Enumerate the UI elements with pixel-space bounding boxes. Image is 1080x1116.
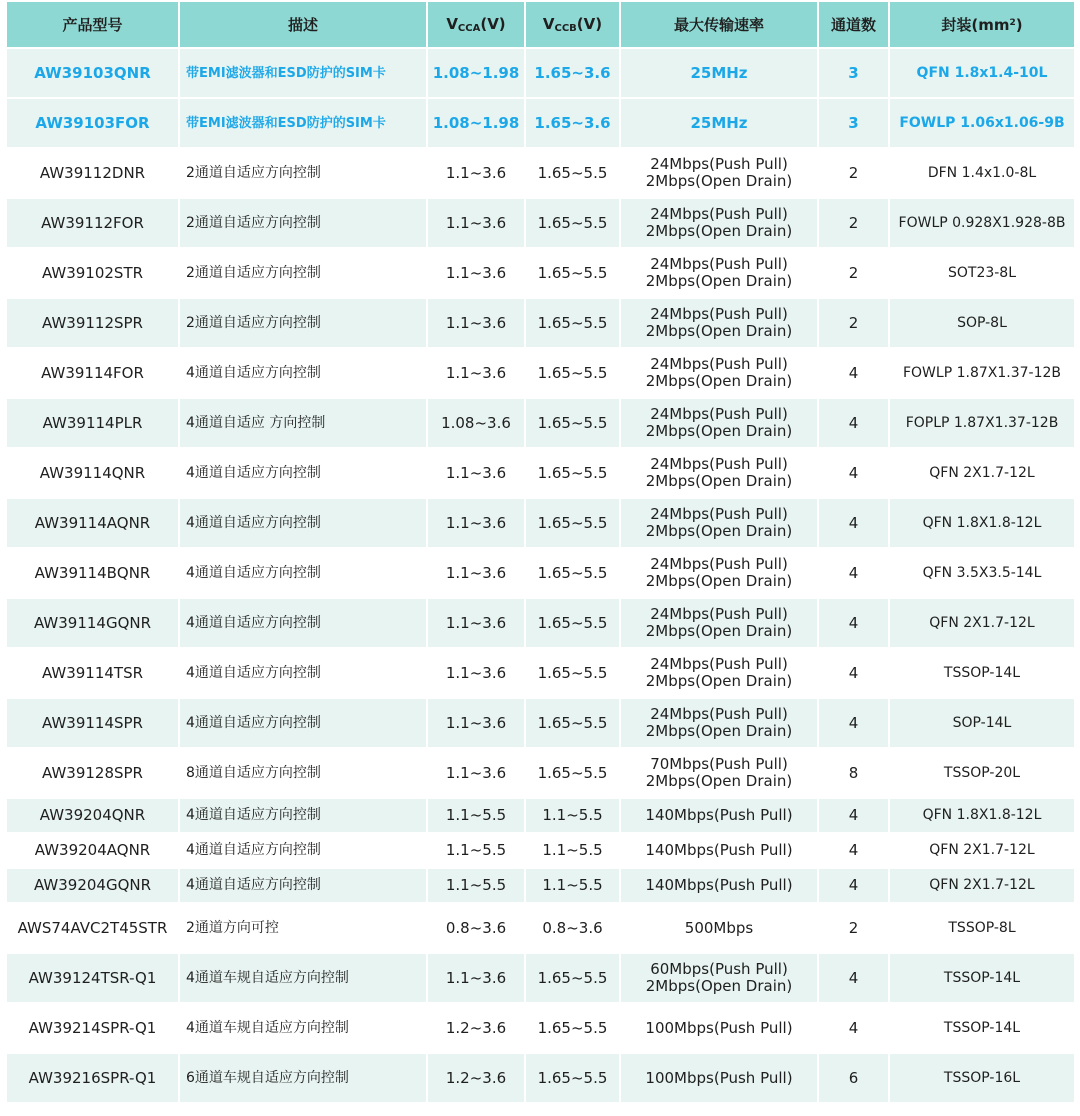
cell-package: TSSOP-14L [890,649,1074,697]
table-row [7,599,1074,647]
table-row [7,249,1074,297]
cell-vcca: 1.1~5.5 [428,869,524,902]
cell-model: AW39114TSR [7,649,178,697]
cell-channels: 3 [819,49,888,97]
cell-package: QFN 1.8x1.4-10L [890,49,1074,97]
cell-vccb: 1.1~5.5 [526,799,619,832]
cell-max-rate [621,399,817,447]
cell-vccb: 1.65~5.5 [526,749,619,797]
cell-vcca: 1.1~3.6 [428,299,524,347]
cell-description: 2通道自适应方向控制 [180,199,426,247]
rate-line-1: 140Mbps(Push Pull) [645,841,793,859]
header-vcca-sub: CCA [457,23,481,34]
cell-vcca: 1.08~1.98 [428,99,524,147]
table-row [7,99,1074,147]
header-vccb-unit: (V) [576,15,603,33]
rate-line-1: 500Mbps [684,918,754,937]
cell-max-rate [621,1004,817,1052]
rate-line-1: 24Mbps(Push Pull) [650,405,788,423]
cell-package: TSSOP-20L [890,749,1074,797]
cell-max-rate [621,599,817,647]
table-row [7,1054,1074,1102]
table-row [7,699,1074,747]
cell-description: 6通道车规自适应方向控制 [180,1054,426,1102]
cell-package: SOP-8L [890,299,1074,347]
table-row [7,199,1074,247]
cell-max-rate [621,749,817,797]
cell-model: AW39114QNR [7,449,178,497]
cell-model: AW39112SPR [7,299,178,347]
header-vcca-unit: (V) [480,15,506,33]
cell-package: QFN 3.5X3.5-14L [890,549,1074,597]
cell-description: 带EMI滤波器和ESD防护的SIM卡 [180,49,426,97]
cell-channels: 4 [819,1004,888,1052]
cell-package: SOP-14L [890,699,1074,747]
rate-line-1: 140Mbps(Push Pull) [645,806,793,824]
cell-package: QFN 2X1.7-12L [890,869,1074,902]
cell-description: 2通道方向可控 [180,904,426,952]
table-row [7,799,1074,832]
cell-package: TSSOP-16L [890,1054,1074,1102]
cell-vcca: 1.08~3.6 [428,399,524,447]
rate-line-2: 2Mbps(Open Drain) [645,772,793,790]
rate-line-2: 2Mbps(Open Drain) [645,672,793,690]
cell-channels: 4 [819,834,888,867]
cell-package: QFN 1.8X1.8-12L [890,799,1074,832]
rate-line-1: 24Mbps(Push Pull) [650,255,788,273]
table-row [7,649,1074,697]
cell-vccb: 1.65~5.5 [526,599,619,647]
product-table-container [7,0,1080,1104]
cell-vccb: 1.65~5.5 [526,549,619,597]
table-row [7,749,1074,797]
cell-description: 2通道自适应方向控制 [180,249,426,297]
rate-line-2: 2Mbps(Open Drain) [645,222,793,240]
cell-channels: 4 [819,499,888,547]
cell-vccb: 1.65~5.5 [526,149,619,197]
cell-description: 4通道自适应方向控制 [180,499,426,547]
cell-max-rate [621,1054,817,1102]
cell-description: 2通道自适应方向控制 [180,149,426,197]
table-row [7,149,1074,197]
cell-vcca: 1.1~3.6 [428,199,524,247]
rate-line-2: 2Mbps(Open Drain) [645,622,793,640]
cell-channels: 4 [819,954,888,1002]
header-vccb-sub: CCB [554,23,577,34]
cell-vcca: 0.8~3.6 [428,904,524,952]
cell-model: AW39204QNR [7,799,178,832]
cell-vcca: 1.1~3.6 [428,599,524,647]
cell-vccb: 1.65~5.5 [526,954,619,1002]
cell-channels: 6 [819,1054,888,1102]
cell-vccb: 1.65~5.5 [526,1054,619,1102]
cell-vcca: 1.2~3.6 [428,1004,524,1052]
cell-vcca: 1.2~3.6 [428,1054,524,1102]
header-vcca [428,2,524,47]
rate-line-1: 25MHz [690,63,748,82]
cell-model: AW39114AQNR [7,499,178,547]
cell-vcca: 1.1~3.6 [428,699,524,747]
cell-max-rate [621,349,817,397]
cell-channels: 4 [819,799,888,832]
cell-channels: 2 [819,199,888,247]
cell-package: FOWLP 0.928X1.928-8B [890,199,1074,247]
header-package-end: ) [1015,16,1023,34]
cell-description: 4通道自适应方向控制 [180,349,426,397]
rate-line-1: 70Mbps(Push Pull) [650,755,788,773]
cell-max-rate [621,834,817,867]
cell-model: AW39114BQNR [7,549,178,597]
cell-package: TSSOP-14L [890,954,1074,1002]
cell-description: 4通道自适应方向控制 [180,549,426,597]
cell-max-rate [621,299,817,347]
cell-vccb: 1.65~3.6 [526,99,619,147]
cell-description: 4通道车规自适应方向控制 [180,954,426,1002]
rate-line-2: 2Mbps(Open Drain) [645,722,793,740]
cell-vccb: 1.1~5.5 [526,869,619,902]
cell-model: AW39124TSR-Q1 [7,954,178,1002]
cell-max-rate [621,549,817,597]
cell-vccb: 1.65~5.5 [526,1004,619,1052]
rate-line-1: 25MHz [690,113,748,132]
header-vccb-main: V [542,15,555,33]
rate-line-1: 24Mbps(Push Pull) [650,305,788,323]
rate-line-2: 2Mbps(Open Drain) [645,272,793,290]
cell-description: 4通道自适应方向控制 [180,834,426,867]
cell-vccb: 1.65~5.5 [526,649,619,697]
cell-description: 4通道自适应方向控制 [180,699,426,747]
rate-line-1: 24Mbps(Push Pull) [650,455,788,473]
cell-description: 4通道自适应方向控制 [180,449,426,497]
cell-vccb: 0.8~3.6 [526,904,619,952]
cell-package: DFN 1.4x1.0-8L [890,149,1074,197]
cell-max-rate [621,499,817,547]
cell-model: AW39114SPR [7,699,178,747]
cell-description: 2通道自适应方向控制 [180,299,426,347]
cell-channels: 4 [819,649,888,697]
table-row [7,449,1074,497]
rate-line-1: 24Mbps(Push Pull) [650,355,788,373]
rate-line-1: 24Mbps(Push Pull) [650,705,788,723]
cell-max-rate [621,904,817,952]
cell-vccb: 1.65~5.5 [526,299,619,347]
cell-channels: 2 [819,904,888,952]
rate-line-2: 2Mbps(Open Drain) [645,172,793,190]
rate-line-2: 2Mbps(Open Drain) [645,472,793,490]
cell-max-rate [621,249,817,297]
cell-vccb: 1.65~5.5 [526,449,619,497]
cell-vccb: 1.65~3.6 [526,49,619,97]
rate-line-1: 60Mbps(Push Pull) [650,960,788,978]
cell-model: AW39216SPR-Q1 [7,1054,178,1102]
header-package [890,2,1074,47]
cell-max-rate [621,799,817,832]
cell-vcca: 1.1~3.6 [428,149,524,197]
cell-vccb: 1.65~5.5 [526,399,619,447]
cell-model: AW39114PLR [7,399,178,447]
product-table [5,0,1076,1104]
rate-line-2: 2Mbps(Open Drain) [645,422,793,440]
cell-vccb: 1.65~5.5 [526,699,619,747]
rate-line-1: 100Mbps(Push Pull) [645,1068,793,1087]
cell-model: AW39103FOR [7,99,178,147]
cell-channels: 4 [819,349,888,397]
cell-description: 4通道自适应方向控制 [180,599,426,647]
cell-max-rate [621,869,817,902]
rate-line-2: 2Mbps(Open Drain) [645,572,793,590]
table-row [7,954,1074,1002]
rate-line-2: 2Mbps(Open Drain) [645,372,793,390]
header-vcca-main: V [446,15,458,33]
cell-channels: 2 [819,149,888,197]
cell-vcca: 1.1~3.6 [428,954,524,1002]
cell-channels: 8 [819,749,888,797]
rate-line-2: 2Mbps(Open Drain) [645,977,793,995]
cell-max-rate [621,99,817,147]
cell-description: 4通道自适应方向控制 [180,869,426,902]
cell-vccb: 1.65~5.5 [526,249,619,297]
cell-package: FOPLP 1.87X1.37-12B [890,399,1074,447]
header-package-sup: 2 [1009,18,1016,28]
cell-channels: 4 [819,599,888,647]
cell-channels: 4 [819,449,888,497]
cell-channels: 4 [819,699,888,747]
cell-vcca: 1.08~1.98 [428,49,524,97]
cell-package: FOWLP 1.87X1.37-12B [890,349,1074,397]
cell-vcca: 1.1~3.6 [428,249,524,297]
cell-package: TSSOP-8L [890,904,1074,952]
cell-max-rate [621,449,817,497]
rate-line-1: 24Mbps(Push Pull) [650,605,788,623]
cell-channels: 4 [819,399,888,447]
header-channels: 通道数 [819,2,888,47]
header-model: 产品型号 [7,2,178,47]
table-row [7,399,1074,447]
cell-description: 4通道自适应方向控制 [180,649,426,697]
rate-line-1: 100Mbps(Push Pull) [645,1018,793,1037]
cell-model: AW39103QNR [7,49,178,97]
cell-vccb: 1.65~5.5 [526,349,619,397]
table-row [7,1004,1074,1052]
table-body [7,49,1074,1102]
cell-channels: 2 [819,249,888,297]
cell-channels: 3 [819,99,888,147]
table-row [7,834,1074,867]
cell-vcca: 1.1~3.6 [428,749,524,797]
rate-line-1: 24Mbps(Push Pull) [650,655,788,673]
cell-package: FOWLP 1.06x1.06-9B [890,99,1074,147]
header-row [7,2,1074,47]
cell-model: AW39112DNR [7,149,178,197]
cell-vcca: 1.1~5.5 [428,799,524,832]
table-row [7,904,1074,952]
cell-model: AW39112FOR [7,199,178,247]
cell-vcca: 1.1~3.6 [428,349,524,397]
table-row [7,349,1074,397]
cell-channels: 4 [819,869,888,902]
cell-description: 带EMI滤波器和ESD防护的SIM卡 [180,99,426,147]
rate-line-1: 24Mbps(Push Pull) [650,555,788,573]
cell-model: AW39204GQNR [7,869,178,902]
cell-package: QFN 1.8X1.8-12L [890,499,1074,547]
cell-vccb: 1.1~5.5 [526,834,619,867]
cell-package: SOT23-8L [890,249,1074,297]
cell-vcca: 1.1~3.6 [428,649,524,697]
rate-line-1: 24Mbps(Push Pull) [650,205,788,223]
cell-model: AW39128SPR [7,749,178,797]
rate-line-1: 24Mbps(Push Pull) [650,155,788,173]
cell-vccb: 1.65~5.5 [526,199,619,247]
rate-line-2: 2Mbps(Open Drain) [645,522,793,540]
cell-max-rate [621,699,817,747]
cell-package: QFN 2X1.7-12L [890,599,1074,647]
cell-max-rate [621,649,817,697]
header-max-rate: 最大传输速率 [621,2,817,47]
cell-vcca: 1.1~3.6 [428,549,524,597]
cell-model: AW39114GQNR [7,599,178,647]
cell-channels: 4 [819,549,888,597]
cell-model: AWS74AVC2T45STR [7,904,178,952]
cell-description: 8通道自适应方向控制 [180,749,426,797]
cell-model: AW39114FOR [7,349,178,397]
cell-description: 4通道自适应 方向控制 [180,399,426,447]
cell-max-rate [621,199,817,247]
cell-max-rate [621,49,817,97]
cell-model: AW39214SPR-Q1 [7,1004,178,1052]
cell-vcca: 1.1~3.6 [428,499,524,547]
header-package-main: 封装(mm [941,16,1010,34]
cell-description: 4通道自适应方向控制 [180,799,426,832]
cell-package: TSSOP-14L [890,1004,1074,1052]
cell-max-rate [621,954,817,1002]
table-row [7,299,1074,347]
rate-line-1: 140Mbps(Push Pull) [645,876,793,894]
table-row [7,869,1074,902]
cell-package: QFN 2X1.7-12L [890,449,1074,497]
table-row [7,499,1074,547]
cell-model: AW39204AQNR [7,834,178,867]
cell-model: AW39102STR [7,249,178,297]
rate-line-2: 2Mbps(Open Drain) [645,322,793,340]
cell-description: 4通道车规自适应方向控制 [180,1004,426,1052]
cell-vcca: 1.1~5.5 [428,834,524,867]
cell-channels: 2 [819,299,888,347]
cell-package: QFN 2X1.7-12L [890,834,1074,867]
cell-vccb: 1.65~5.5 [526,499,619,547]
cell-max-rate [621,149,817,197]
rate-line-1: 24Mbps(Push Pull) [650,505,788,523]
table-row [7,549,1074,597]
cell-vcca: 1.1~3.6 [428,449,524,497]
header-description: 描述 [180,2,426,47]
table-row [7,49,1074,97]
header-vccb [526,2,619,47]
